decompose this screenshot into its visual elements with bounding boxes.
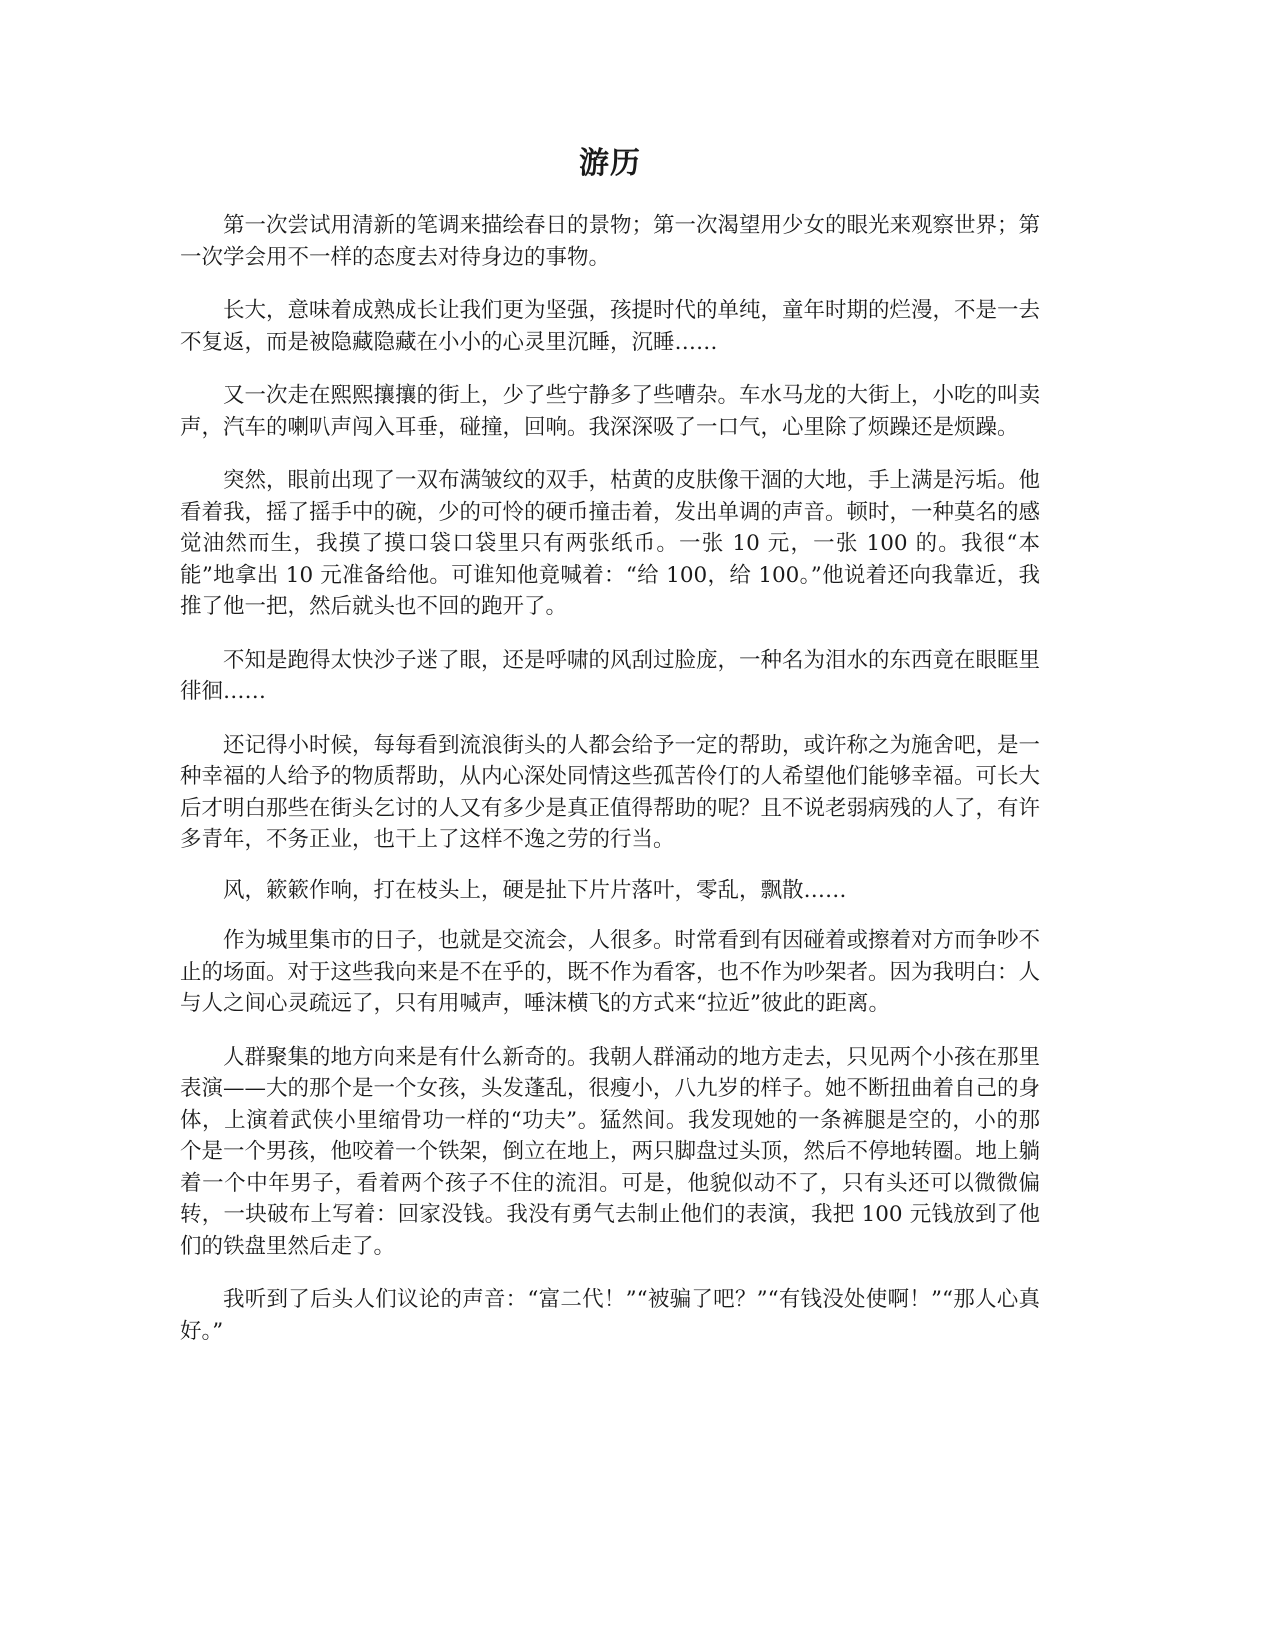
paragraph-3: 又一次走在熙熙攘攘的街上，少了些宁静多了些嘈杂。车水马龙的大街上，小吃的叫卖声，汽车的喇叭声闯入耳垂，碰撞，回响。我深深吸了一口气，心里除了烦躁还是烦躁。 xyxy=(180,383,1041,440)
paragraph-2: 长大，意味着成熟成长让我们更为坚强，孩提时代的单纯，童年时期的烂漫，不是一去不复返，而是被隐藏隐藏在小小的心灵里沉睡，沉睡…… xyxy=(180,298,1041,355)
paragraph-5: 不知是跑得太快沙子迷了眼，还是呼啸的风刮过脸庞，一种名为泪水的东西竟在眼眶里徘徊…… xyxy=(180,647,1041,704)
document-page xyxy=(180,140,1040,1369)
paragraph-4: 突然，眼前出现了一双布满皱纹的双手，枯黄的皮肤像干涸的大地，手上满是污垢。他看着我，摇了摇手中的碗，少的可怜的硬币撞击着，发出单调的声音。顿时，一种莫名的感觉油然而生，我摸了摸口袋口袋里只有两张纸币。一张 10 元，一张 100 的。我很“本能”地拿出 10 元准备给他。可谁知他竟喊着：“给 100，给 100。”他说着还向我靠近，我推了他一把，然后就头也不回的跑开了。 xyxy=(180,468,1041,619)
paragraph-1: 第一次尝试用清新的笔调来描绘春日的景物；第一次渴望用少女的眼光来观察世界；第一次学会用不一样的态度去对待身边的事物。 xyxy=(180,213,1041,270)
paragraph-7: 风，簌簌作响，打在枝头上，硬是扯下片片落叶，零乱，飘散…… xyxy=(223,877,847,903)
paragraph-9: 人群聚集的地方向来是有什么新奇的。我朝人群涌动的地方走去，只见两个小孩在那里表演——大的那个是一个女孩，头发蓬乱，很瘦小，八九岁的样子。她不断扭曲着自己的身体，上演着武侠小里缩骨功一样的“功夫”。猛然间。我发现她的一条裤腿是空的，小的那个是一个男孩，他咬着一个铁架，倒立在地上，两只脚盘过头顶，然后不停地转圈。地上躺着一个中年男子，看着两个孩子不住的流泪。可是，他貌似动不了，只有头还可以微微偏转，一块破布上写着：回家没钱。我没有勇气去制止他们的表演，我把 100 元钱放到了他们的铁盘里然后走了。 xyxy=(180,1044,1041,1259)
document-title: 游历 xyxy=(579,146,641,181)
paragraph-8: 作为城里集市的日子，也就是交流会，人很多。时常看到有因碰着或擦着对方而争吵不止的场面。对于这些我向来是不在乎的，既不作为看客，也不作为吵架者。因为我明白：人与人之间心灵疏远了，只有用喊声，唾沫横飞的方式来“拉近”彼此的距离。 xyxy=(180,928,1041,1016)
paragraph-6: 还记得小时候，每每看到流浪街头的人都会给予一定的帮助，或许称之为施舍吧，是一种幸福的人给予的物质帮助，从内心深处同情这些孤苦伶仃的人希望他们能够幸福。可长大后才明白那些在街头乞讨的人又有多少是真正值得帮助的呢？且不说老弱病残的人了，有许多青年，不务正业，也干上了这样不逸之劳的行当。 xyxy=(180,732,1041,852)
paragraph-10: 我听到了后头人们议论的声音：“富二代！”“被骗了吧？”“有钱没处使啊！”“那人心真好。” xyxy=(180,1287,1040,1344)
